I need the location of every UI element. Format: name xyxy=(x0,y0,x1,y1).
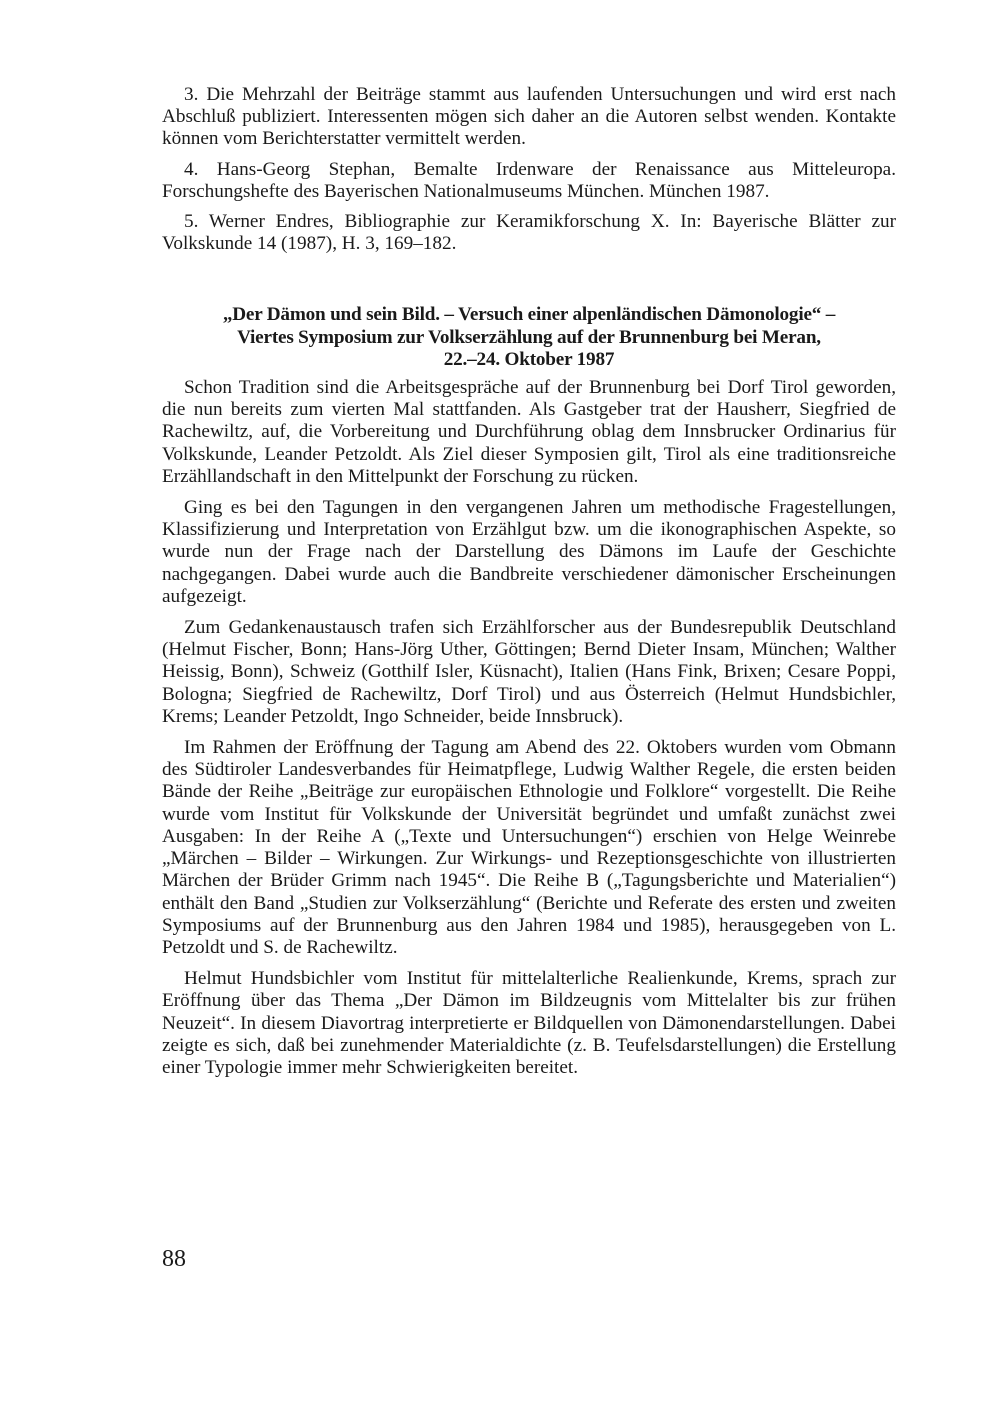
article-title xyxy=(162,304,896,371)
page-number: 88 xyxy=(162,1246,186,1272)
paragraph-3: Zum Gedankenaustausch trafen sich Erzählforscher aus der Bundesrepublik Deutschland (Helmut Fischer, Bonn; Hans-Jörg Uther, Göttingen; Bernd Dieter Insam, München; Walther Heissig, Bonn), Schweiz (Gotthilf Isler, Küsnacht), Italien (Hans Fink, Brixen; Cesare Poppi, Bologna; Siegfried de Rachewiltz, Dorf Tirol) und aus Österreich (Helmut Hundsbichler, Krems; Leander Petzoldt, Ingo Schneider, beide Innsbruck). xyxy=(162,617,896,727)
footnotes xyxy=(162,84,896,255)
footnote-4: 4. Hans-Georg Stephan, Bemalte Irdenware der Renaissance aus Mitteleuropa. Forschungshefte des Bayerischen Nationalmuseums München. München 1987. xyxy=(162,158,896,202)
paragraph-1: Schon Tradition sind die Arbeitsgespräche auf der Brunnenburg bei Dorf Tirol geworden, die nun bereits zum vierten Mal stattfanden. Als Gastgeber trat der Hausherr, Siegfried de Rachewiltz, auf, die Vorbereitung und Durchführung oblag dem Innsbrucker Ordinarius für Volkskunde, Leander Petzoldt. Als Ziel dieser Symposien gilt, Tirol als eine traditionsreiche Erzähllandschaft in den Mittelpunkt der Forschung zu rücken. xyxy=(162,377,896,487)
article-title-line-2: Viertes Symposium zur Volkserzählung auf der Brunnenburg bei Meran, xyxy=(237,326,821,348)
paragraph-2: Ging es bei den Tagungen in den vergangenen Jahren um methodische Fragestellungen, Klassifizierung und Interpretation von Erzählgut bzw. um die ikonographischen Aspekte, so wurde nun der Frage nach der Darstellung des Dämons im Laufe der Geschichte nachgegangen. Dabei wurde auch die Bandbreite verschiedener dämonischer Erscheinungen aufgezeigt. xyxy=(162,497,896,607)
footnote-3: 3. Die Mehrzahl der Beiträge stammt aus laufenden Untersuchungen und wird erst nach Abschluß publiziert. Interessenten mögen sich daher an die Autoren selbst wenden. Kontakte können vom Berichterstatter vermittelt werden. xyxy=(162,84,896,150)
page-body xyxy=(162,84,896,1088)
footnote-5: 5. Werner Endres, Bibliographie zur Keramikforschung X. In: Bayerische Blätter zur Volkskunde 14 (1987), H. 3, 169–182. xyxy=(162,211,896,255)
article-title-line-3: 22.–24. Oktober 1987 xyxy=(443,348,615,370)
paragraph-4: Im Rahmen der Eröffnung der Tagung am Abend des 22. Oktobers wurden vom Obmann des Südtiroler Landesverbandes für Heimatpflege, Ludwig Walther Regele, die ersten beiden Bände der Reihe „Beiträge zur europäischen Ethnologie und Folklore“ vorgestellt. Die Reihe wurde vom Institut für Volkskunde der Universität begründet und umfaßt zunächst zwei Ausgaben: In der Reihe A („Texte und Untersuchungen“) erschien von Helge Weinrebe „Märchen – Bilder – Wirkungen. Zur Wirkungs- und Rezeptionsgeschichte von illustrierten Märchen der Brüder Grimm nach 1945“. Die Reihe B („Tagungsberichte und Materialien“) enthält den Band „Studien zur Volkserzählung“ (Berichte und Referate des ersten und zweiten Symposiums auf der Brunnenburg aus den Jahren 1984 und 1985), herausgegeben von L. Petzoldt und S. de Rachewiltz. xyxy=(162,737,896,958)
article-title-line-1: „Der Dämon und sein Bild. – Versuch einer alpenländischen Dämonologie“ – xyxy=(222,304,836,326)
paragraph-5: Helmut Hundsbichler vom Institut für mittelalterliche Realienkunde, Krems, sprach zur Eröffnung über das Thema „Der Dämon im Bildzeugnis vom Mittelalter bis zur frühen Neuzeit“. In diesem Diavortrag interpretierte er Bildquellen von Dämonendarstellungen. Dabei zeigte es sich, daß bei zunehmender Materialdichte (z. B. Teufelsdarstellungen) die Erstellung einer Typologie immer mehr Schwierigkeiten bereitet. xyxy=(162,968,896,1078)
